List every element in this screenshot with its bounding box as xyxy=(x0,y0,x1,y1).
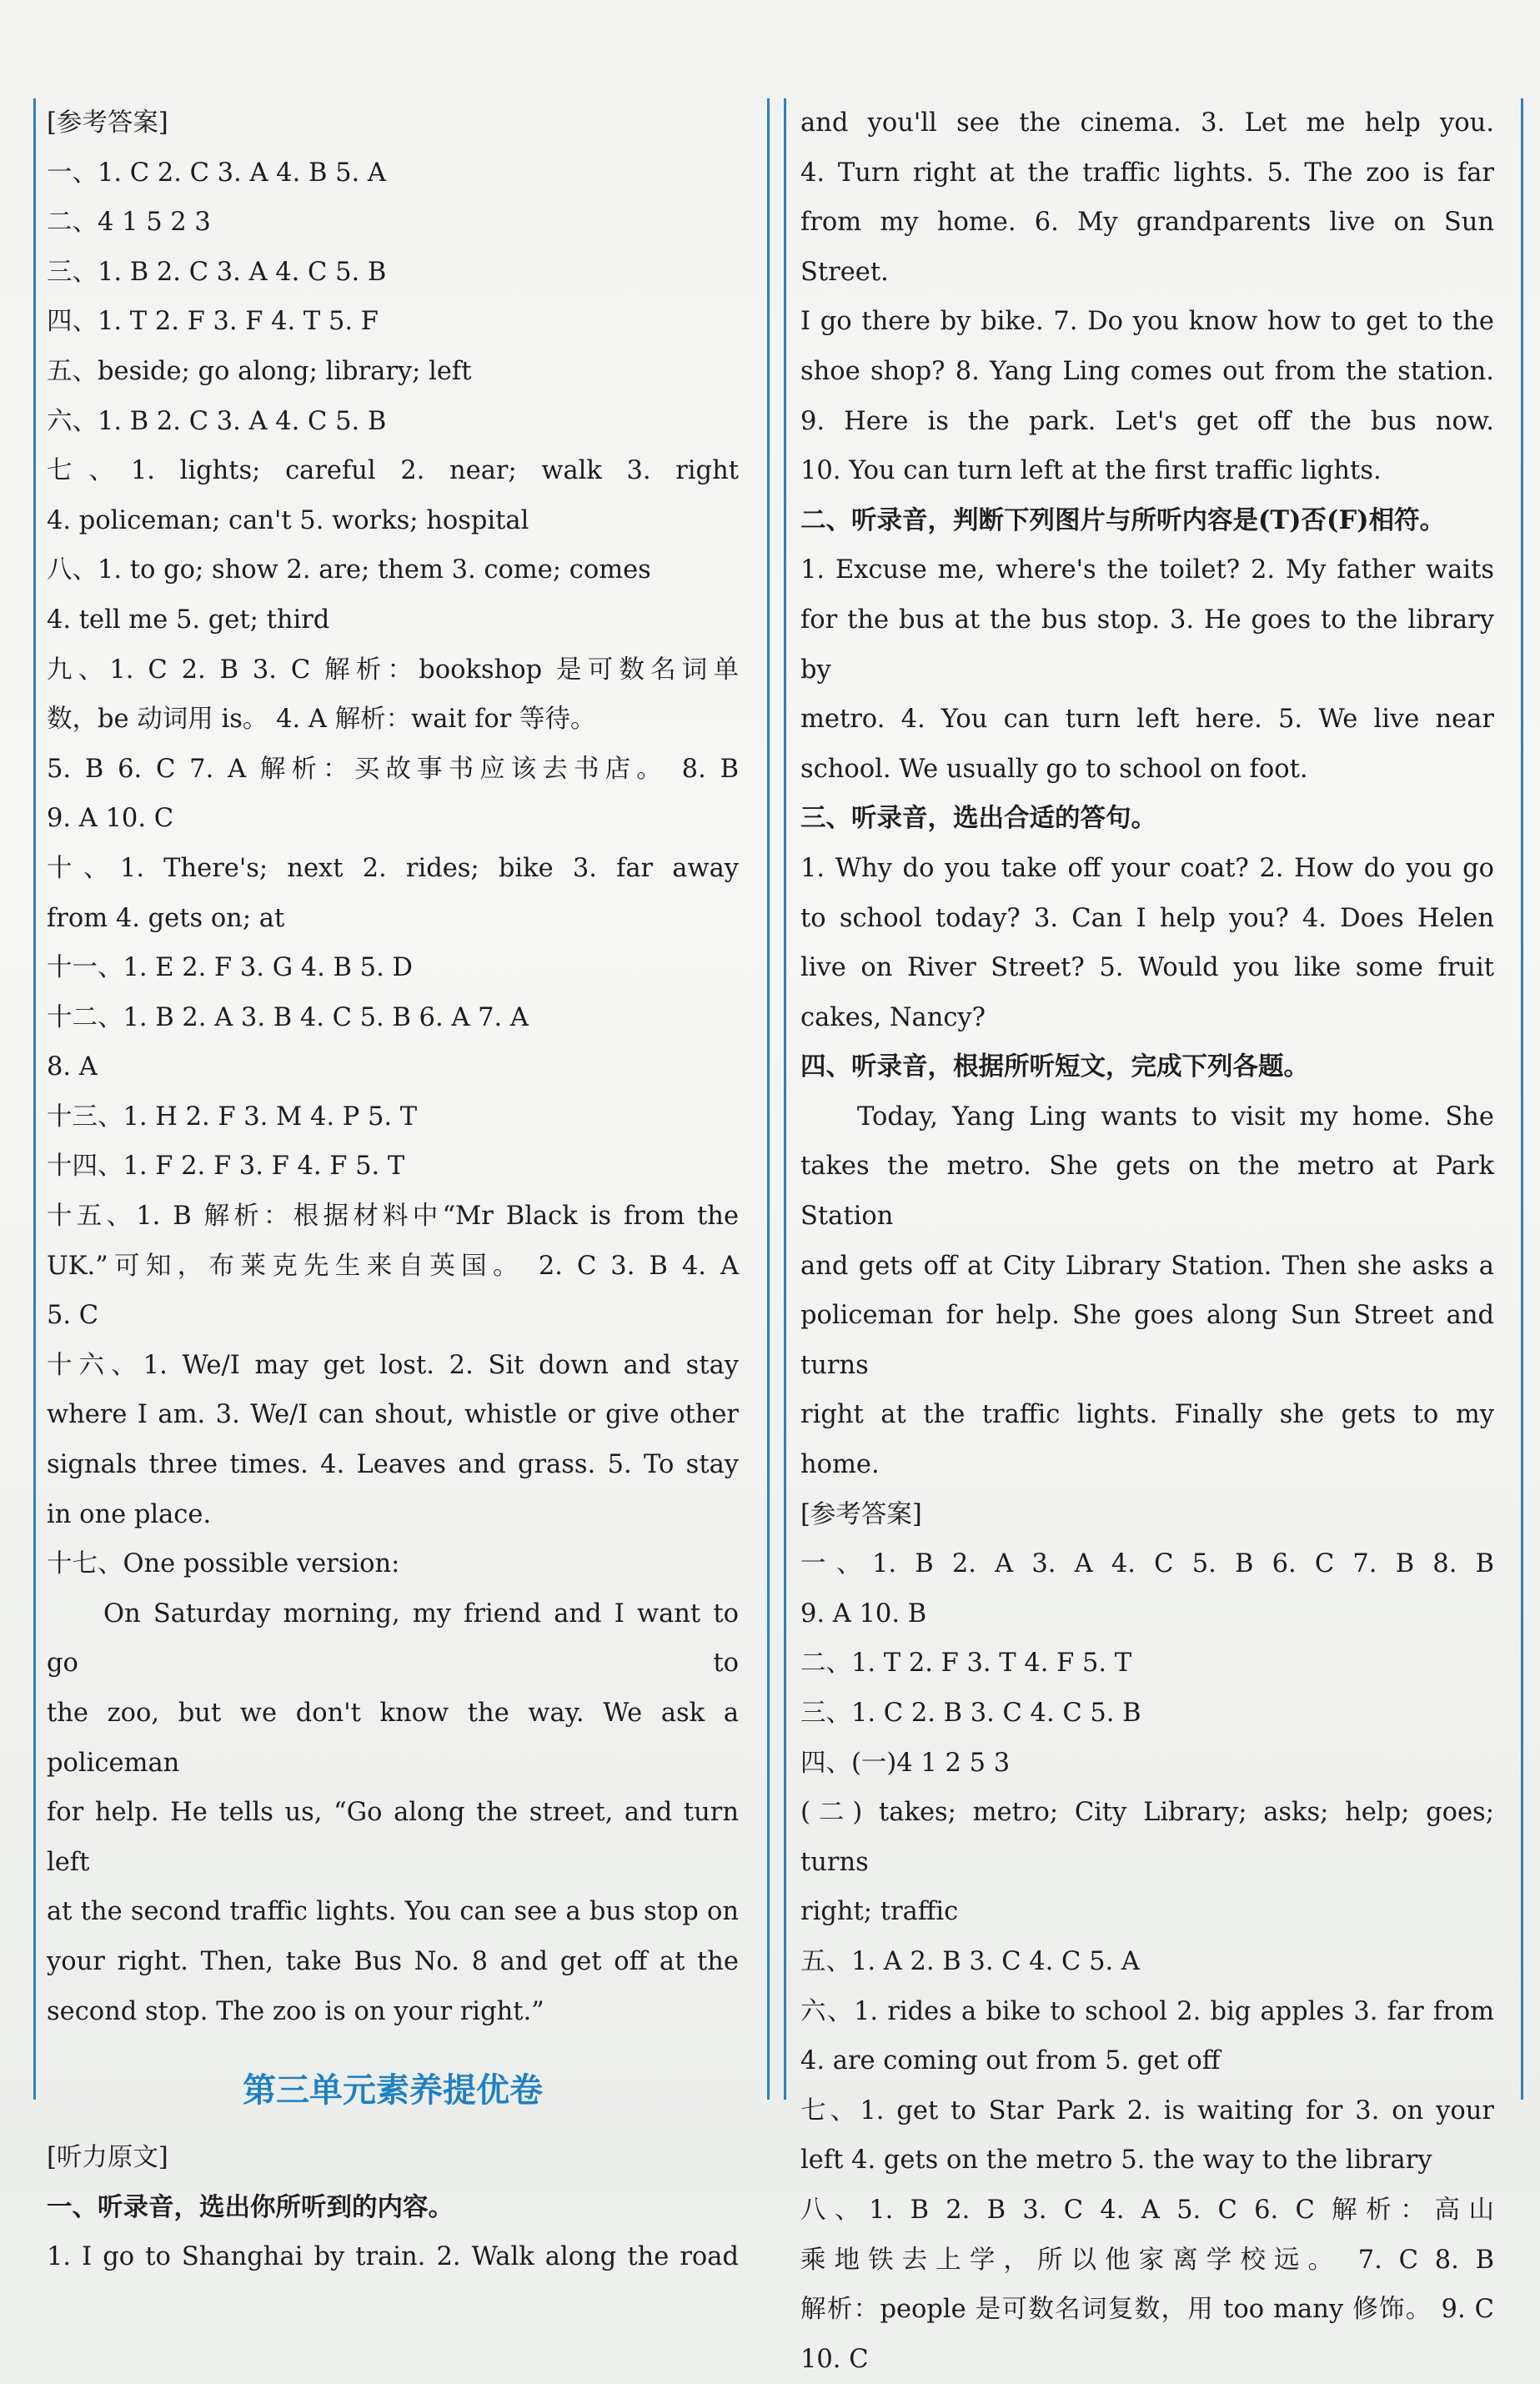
text-line: 5. C xyxy=(47,1301,99,1331)
right-column xyxy=(800,98,1494,2384)
text-line: 三、听录音，选出合适的答句。 xyxy=(800,803,1156,834)
text-line: 1. Excuse me, where's the toilet? 2. My father waits xyxy=(800,555,1494,585)
text-line: 9. A 10. B xyxy=(800,1599,927,1629)
text-line: 9. Here is the park. Let's get off the bus now. xyxy=(800,406,1494,436)
text-line: 七、1. lights; careful 2. near; walk 3. right xyxy=(47,456,739,486)
text-line: 四、(一)4 1 2 5 3 xyxy=(800,1748,1011,1778)
text-line: 乘地铁去上学，所以他家离学校远。 7. C 8. B xyxy=(800,2245,1494,2275)
text-line: 五、beside; go along; library; left xyxy=(47,356,472,386)
text-line: 二、4 1 5 2 3 xyxy=(47,208,211,238)
text-line: right; traffic xyxy=(800,1897,959,1927)
text-line: 四、1. T 2. F 3. F 4. T 5. F xyxy=(47,307,379,337)
text-line: left 4. gets on the metro 5. the way to the library xyxy=(800,2146,1432,2176)
text-line: 8. A xyxy=(47,1052,98,1082)
text-line: Today, Yang Ling wants to visit my home. She xyxy=(857,1102,1494,1132)
text-line: 4. Turn right at the traffic lights. 5. The zoo is far xyxy=(800,158,1494,188)
text-line: and you'll see the cinema. 3. Let me help you. xyxy=(800,108,1494,138)
text-line: 八、1. to go; show 2. are; them 3. come; comes xyxy=(47,555,651,585)
text-line: 一、听录音，选出你所听到的内容。 xyxy=(47,2191,454,2222)
center-border-line-left xyxy=(767,98,770,2100)
text-line: 四、听录音，根据所听短文，完成下列各题。 xyxy=(800,1051,1309,1082)
text-line: where I am. 3. We/I can shout, whistle or give other xyxy=(47,1400,739,1430)
text-line: 1. Why do you take off your coat? 2. How do you go xyxy=(800,853,1494,883)
text-line: the zoo, but we don't know the way. We ask a policeman xyxy=(47,1699,739,1778)
text-line: 六、1. B 2. C 3. A 4. C 5. B xyxy=(47,406,387,436)
text-line: right at the traffic lights. Finally she gets to my home. xyxy=(800,1400,1494,1480)
left-listening-lines xyxy=(47,2133,739,2282)
text-line: 七、1. get to Star Park 2. is waiting for 3. on your xyxy=(800,2095,1494,2126)
text-line: 一、1. C 2. C 3. A 4. B 5. A xyxy=(47,158,386,188)
text-line: 1. I go to Shanghai by train. 2. Walk along the road xyxy=(47,2242,739,2272)
text-line: On Saturday morning, my friend and I want to go to xyxy=(47,1599,739,1679)
text-line: 五、1. A 2. B 3. C 4. C 5. A xyxy=(800,1946,1140,1976)
text-line: 十二、1. B 2. A 3. B 4. C 5. B 6. A 7. A xyxy=(47,1002,529,1032)
text-line: 六、1. rides a bike to school 2. big apples 3. far from xyxy=(800,1996,1494,2026)
text-line: 三、1. C 2. B 3. C 4. C 5. B xyxy=(800,1699,1141,1728)
text-line: [参考答案] xyxy=(800,1499,922,1529)
text-line: live on River Street? 5. Would you like some fruit xyxy=(800,953,1494,983)
text-line: 十一、1. E 2. F 3. G 4. B 5. D xyxy=(47,953,413,983)
text-line: 10. C xyxy=(800,2344,869,2374)
text-line: 数，be 动词用 is。 4. A 解析：wait for 等待。 xyxy=(47,705,596,735)
text-line: your right. Then, take Bus No. 8 and get off at the xyxy=(47,1946,739,1976)
left-column xyxy=(47,98,739,2282)
text-line: 十七、One possible version: xyxy=(47,1549,400,1579)
text-line: metro. 4. You can turn left here. 5. We live near xyxy=(800,705,1494,735)
text-line: 9. A 10. C xyxy=(47,804,174,834)
text-line: policeman for help. She goes along Sun Street and turns xyxy=(800,1301,1494,1380)
center-border-line-right xyxy=(784,98,786,2100)
text-line: 八、1. B 2. B 3. C 4. A 5. C 6. C 解析：高山 xyxy=(800,2195,1494,2225)
text-line: 二、1. T 2. F 3. T 4. F 5. T xyxy=(800,1649,1132,1679)
text-line: in one place. xyxy=(47,1499,212,1529)
text-line: 4. tell me 5. get; third xyxy=(47,605,330,635)
text-line: 三、1. B 2. C 3. A 4. C 5. B xyxy=(47,257,387,287)
text-line: 5. B 6. C 7. A 解析：买故事书应该去书店。 8. B xyxy=(47,754,739,784)
text-line: from my home. 6. My grandparents live on Sun Street. xyxy=(800,208,1494,287)
text-line: for help. He tells us, “Go along the street, and turn left xyxy=(47,1798,739,1877)
text-line: 十六、1. We/I may get lost. 2. Sit down and stay xyxy=(47,1350,739,1380)
text-line: 十三、1. H 2. F 3. M 4. P 5. T xyxy=(47,1102,418,1132)
text-line: at the second traffic lights. You can see a bus stop on xyxy=(47,1897,739,1927)
left-border-line xyxy=(33,98,36,2100)
text-line: 4. are coming out from 5. get off xyxy=(800,2046,1221,2076)
text-line: 二、听录音，判断下列图片与所听内容是(T)否(F)相符。 xyxy=(800,504,1446,535)
text-line: to school today? 3. Can I help you? 4. Does Helen xyxy=(800,903,1494,933)
text-line: (二) takes; metro; City Library; asks; help; goes; turns xyxy=(800,1798,1494,1877)
text-line: and gets off at City Library Station. Then she asks a xyxy=(800,1251,1494,1281)
left-answer-lines xyxy=(47,98,739,2036)
right-border-line xyxy=(1521,98,1523,2100)
text-line: UK.”可知，布莱克先生来自英国。 2. C 3. B 4. A xyxy=(47,1251,739,1281)
text-line: 一、1. B 2. A 3. A 4. C 5. B 6. C 7. B 8. B xyxy=(800,1549,1494,1579)
text-line: 十五、1. B 解析：根据材料中“Mr Black is from the xyxy=(47,1202,739,1232)
text-line: shoe shop? 8. Yang Ling comes out from the station. xyxy=(800,356,1494,386)
text-line: 十四、1. F 2. F 3. F 4. F 5. T xyxy=(47,1152,405,1182)
text-line: [听力原文] xyxy=(47,2143,168,2173)
text-line: school. We usually go to school on foot. xyxy=(800,754,1308,784)
text-line: [参考答案] xyxy=(47,108,168,138)
text-line: 4. policeman; can't 5. works; hospital xyxy=(47,505,529,535)
right-answer-lines xyxy=(800,98,1494,2384)
text-line: 九、1. C 2. B 3. C 解析：bookshop 是可数名词单 xyxy=(47,655,739,685)
text-line: cakes, Nancy? xyxy=(800,1002,986,1032)
section-title: 第三单元素养提优卷 xyxy=(243,2071,543,2110)
text-line: signals three times. 4. Leaves and grass. 5. To stay xyxy=(47,1450,739,1480)
text-line: 十、1. There's; next 2. rides; bike 3. far away xyxy=(47,853,739,883)
text-line: 解析：people 是可数名词复数，用 too many 修饰。 9. C xyxy=(800,2295,1494,2325)
text-line: from 4. gets on; at xyxy=(47,903,285,933)
text-line: I go there by bike. 7. Do you know how to get to the xyxy=(800,307,1494,337)
text-line: for the bus at the bus stop. 3. He goes to the library by xyxy=(800,605,1494,685)
text-line: 10. You can turn left at the first traffic lights. xyxy=(800,456,1382,486)
text-line: second stop. The zoo is on your right.” xyxy=(47,1996,544,2026)
text-line: takes the metro. She gets on the metro at Park Station xyxy=(800,1152,1494,1232)
